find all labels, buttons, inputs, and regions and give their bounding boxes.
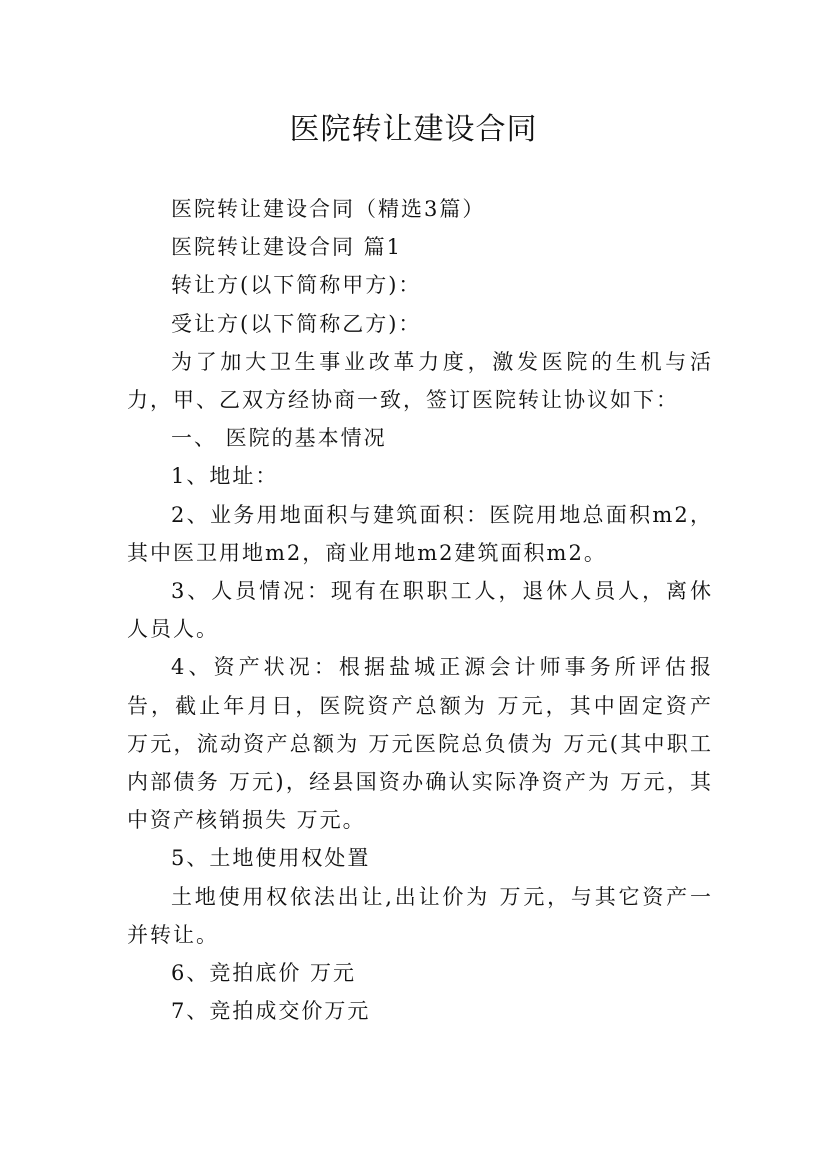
paragraph-heading: 医院转让建设合同（精选3篇） <box>171 197 486 221</box>
paragraph-final-price: 7、竞拍成交价万元 <box>171 999 371 1024</box>
paragraph-intro: 为了加大卫生事业改革力度，激发医院的生机与活力，甲、乙双方经协商一致，签订医院转让协议如下： <box>127 349 713 413</box>
paragraph-land-use: 土地使用权依法出让,出让价为 万元，与其它资产一并转让。 <box>127 884 713 947</box>
paragraph-transferee: 受让方(以下简称乙方)： <box>171 311 422 336</box>
document-body <box>127 190 713 1030</box>
paragraph-land-area: 2、业务用地面积与建筑面积：医院用地总面积m2，其中医卫用地m2，商业用地m2建筑面积m2。 <box>127 502 713 565</box>
paragraph-transferor: 转让方(以下简称甲方)： <box>171 273 422 298</box>
paragraph-reserve-price: 6、竞拍底价 万元 <box>171 961 357 986</box>
paragraph-basic-info-heading: 一、 医院的基本情况 <box>171 426 387 451</box>
paragraph-land-use-heading: 5、土地使用权处置 <box>171 846 371 871</box>
document-title: 医院转让建设合同 <box>289 112 538 147</box>
paragraph-assets: 4、资产状况：根据盐城正源会计师事务所评估报告，截止年月日，医院资产总额为 万元，其中固定资产 万元，流动资产总额为 万元医院总负债为 万元(其中职工内部债务 万元)，经县国资办确认实际净资产为 万元，其中资产核销损失 万元。 <box>127 655 713 833</box>
paragraph-address: 1、地址： <box>171 464 279 489</box>
paragraph-section-title: 医院转让建设合同 篇1 <box>171 235 403 260</box>
paragraph-personnel: 3、人员情况：现有在职职工人，退休人员人，离休人员人。 <box>127 579 713 642</box>
